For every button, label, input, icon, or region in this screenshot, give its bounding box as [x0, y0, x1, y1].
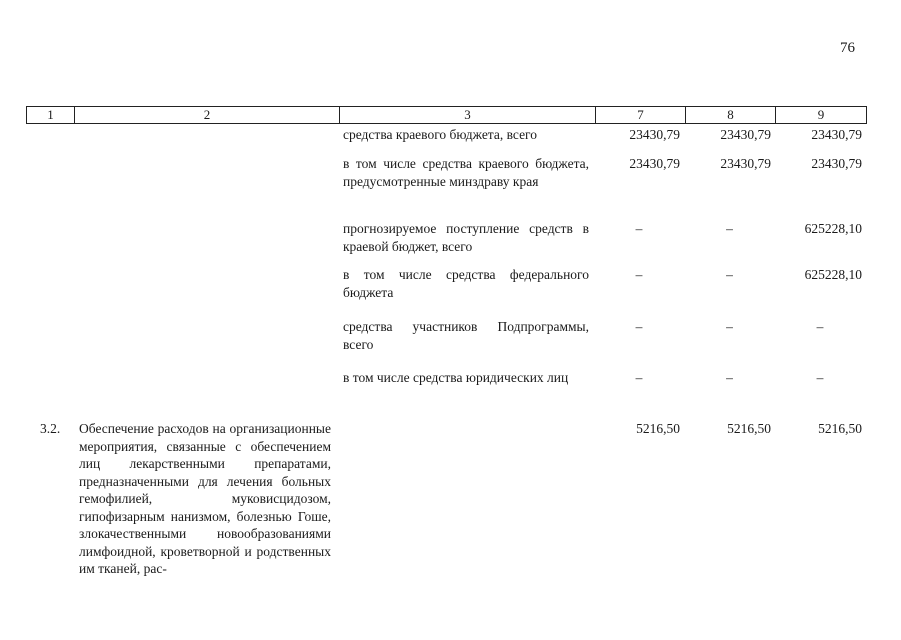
row-value-col7: –: [635, 370, 643, 385]
row-value-col8: –: [726, 267, 733, 282]
row-value-col8: –: [726, 319, 733, 334]
row-value-col7: –: [635, 221, 643, 236]
header-col-8: 8: [686, 107, 776, 123]
row-value-col9: –: [816, 370, 824, 385]
row-value-col8: –: [726, 221, 733, 236]
row-value-col8: 23430,79: [720, 127, 771, 142]
row-value-col9: –: [816, 319, 824, 334]
header-col-2: 2: [75, 107, 340, 123]
header-col-7: 7: [596, 107, 686, 123]
table-header-row: [26, 106, 867, 124]
row-value-col7: 23430,79: [629, 156, 680, 171]
row-value-col9: 625228,10: [804, 267, 862, 282]
row-description: в том числе средства федерального бюджета: [343, 267, 589, 300]
row-value-col9: 23430,79: [811, 156, 862, 171]
page-number: 76: [840, 40, 855, 56]
row-value-col7: –: [635, 267, 643, 282]
row-value-col8: –: [726, 370, 733, 385]
row-value-col7: –: [635, 319, 643, 334]
row-description: средства краевого бюджета, всего: [343, 127, 538, 142]
row-value-col8: 23430,79: [720, 156, 771, 171]
header-col-1: 1: [27, 107, 75, 123]
section-title: Обеспечение расходов на организационные мероприятия, связанные с обеспечением лиц лекарственными препаратами, предназначенными для лечения больных гемофилией, муковисцидозом, гипофизарным нанизмом, болезнью Гоше, злокачественными новообразованиями лимфоидной, кроветворной и родственных им тканей, рас-: [79, 421, 331, 576]
row-value-col9: 23430,79: [811, 127, 862, 142]
header-col-9: 9: [817, 107, 825, 122]
section-number: 3.2.: [40, 421, 61, 436]
section-value-col8: 5216,50: [727, 421, 771, 436]
header-col-3: 3: [340, 107, 596, 123]
row-description: в том числе средства юридических лиц: [343, 370, 569, 385]
row-description: в том числе средства краевого бюджета, предусмотренные минздраву края: [343, 156, 589, 189]
row-description: прогнозируемое поступление средств в краевой бюджет, всего: [343, 221, 589, 254]
row-description: средства участников Подпрограммы, всего: [343, 319, 589, 352]
row-value-col9: 625228,10: [804, 221, 862, 236]
section-value-col9: 5216,50: [818, 421, 862, 436]
section-value-col7: 5216,50: [636, 421, 680, 436]
row-value-col7: 23430,79: [629, 127, 680, 142]
